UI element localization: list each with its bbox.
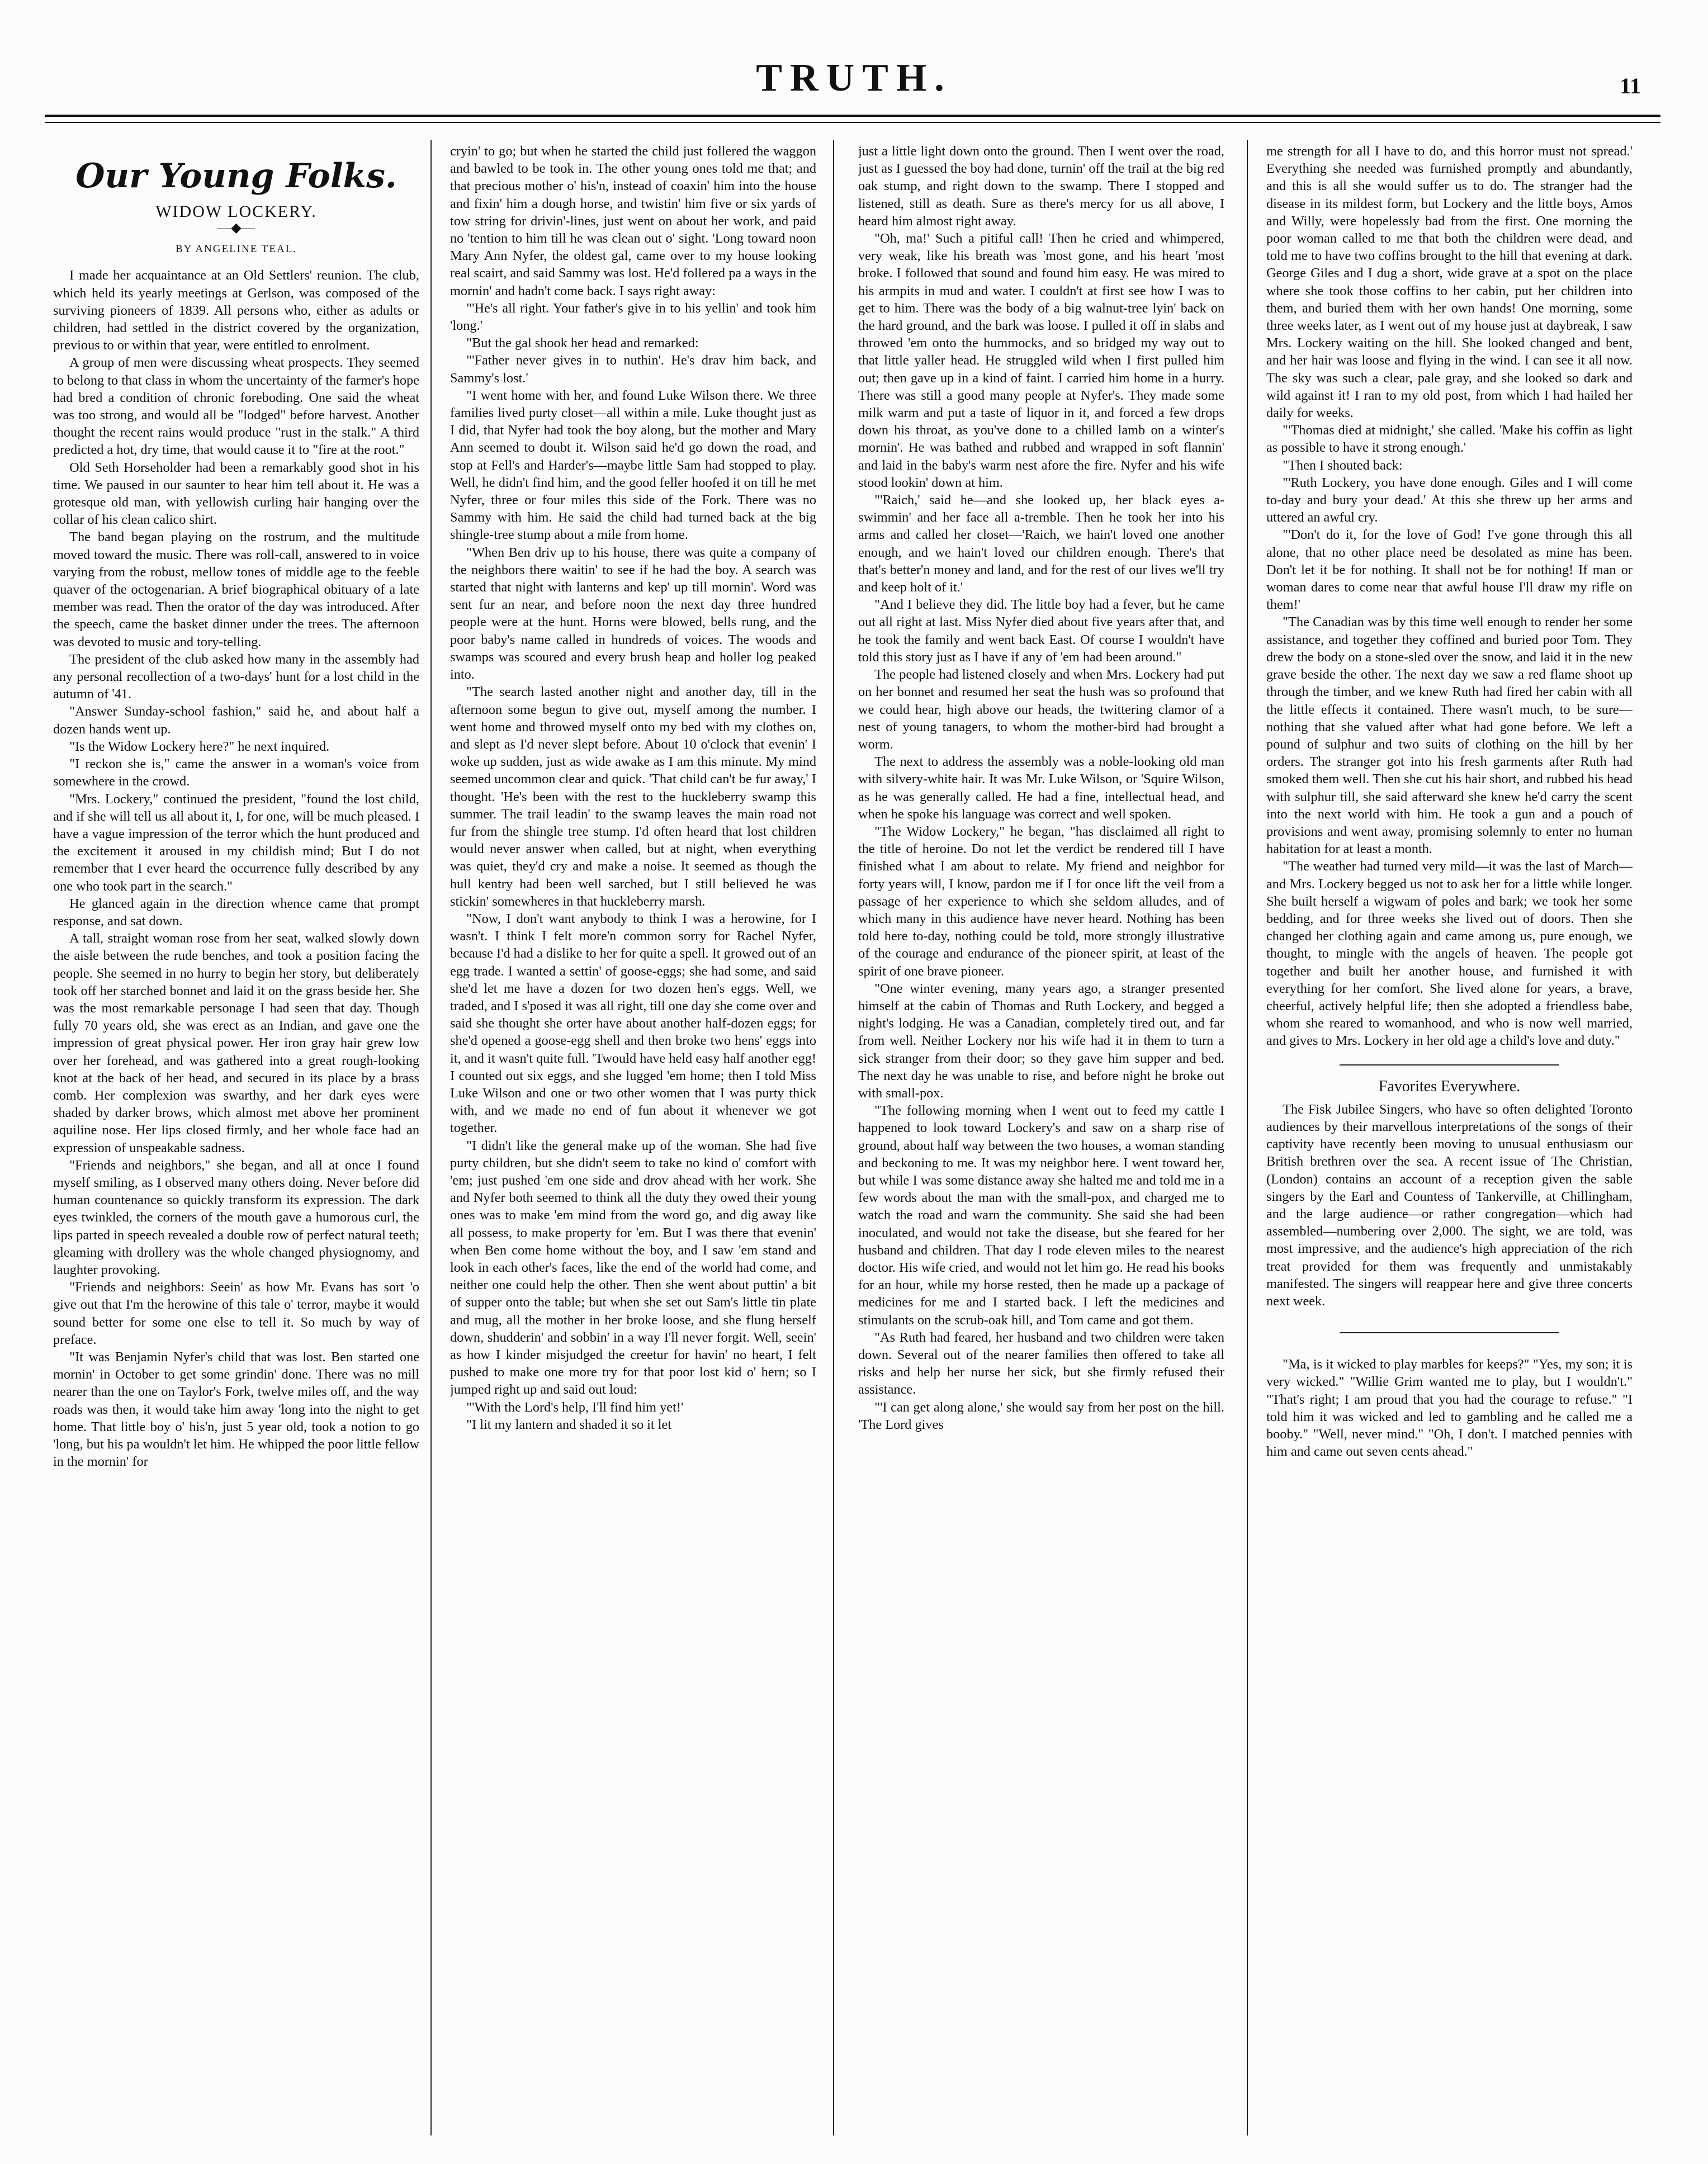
title-ornament: —◆— [217,221,255,236]
article-paragraph: "Friends and neighbors," she began, and all at once I found myself smiling, as I observed many others doing. Never before did human countenance so quickly transform its expression. The dark eyes twinkled, the corners of the mouth gave a humorous curl, the lips parted in speech revealed a double row of perfect natural teeth; gleaming with drollery was the whole changed physiognomy, and laughter provoking. [53,1157,419,1277]
marbles-anecdote: "Ma, is it wicked to play marbles for keeps?" "Yes, my son; it is very wicked." "Willie Grim wanted me to play, but I wouldn't." "That's right; I am proud that you had the courage to refuse." "I told him it was wicked and led to gambling and he called me a booby." "Well, never mind." "Oh, I don't. I matched pennies with him and came out seven cents ahead." [1266,1357,1633,1460]
masthead-title: TRUTH. [756,56,952,100]
article-paragraph: "'Thomas died at midnight,' she called. 'Make his coffin as light as possible to have it strong enough.' [1266,423,1633,456]
article-paragraph: "Mrs. Lockery," continued the president, "found the lost child, and if she will tell us all about it, I, for one, will be much pleased. I have a vague impression of the terror which the hunt produced and the excitement it aroused in my childish mind; But I do not remember that I ever heard the occurrence fully described by any one who took part in the search." [53,791,419,894]
masthead-rule-top [45,115,1660,117]
article-paragraph: "As Ruth had feared, her husband and two children were taken down. Several out of the nearer families then offered to take all risks and help her nurse her sick, but she firmly refused their assistance. [858,1329,1224,1398]
favorites-body: The Fisk Jubilee Singers, who have so often delighted Toronto audiences by their marvellous interpretations of the songs of their captivity have recently been moving to unusual enthusiasm our British brethren over the sea. A recent issue of The Christian, (London) contains an account of a reception given the sable singers by the Earl and Countess of Tankerville, at Chillingham, and the large audience—or rather congregation—which had assembled—numbering over 2,000. The sight, we are told, was most impressive, and the audience's high appreciation of the rich treat provided for them was frequently and unmistakably manifested. The singers will reappear here and give three concerts next week. [1266,1101,1633,1309]
article-paragraph: "Then I shouted back: [1283,457,1403,473]
article-paragraph: "Now, I don't want anybody to think I was a herowine, for I wasn't. I think I felt more'n common sorry for Rachel Nyfer, because I'd had a dislike to her for quite a spell. It growed out of an egg trade. I wanted a settin' of goose-eggs; she had some, and said she'd let me have a dozen for two dozen hen's eggs. Well, we traded, and I s'posed it was all right, till one day she come over and said she thought she orter have about another half-dozen eggs; for she'd opened a goose-egg shell and then broke two hens' eggs into it, and it wasn't quite full. 'Twould have held easy half another egg! I counted out six eggs, and she lugged 'em home; then I told Miss Luke Wilson and one or two other women that I was purty thick with, and we made no end of fun about it whenever we got together. [450,911,816,1136]
article-paragraph: "The Canadian was by this time well enough to render her some assistance, and together they coffined and buried poor Tom. They drew the body on a stone-sled over the snow, and laid it in the new grave beside the other. The next day we saw a red flame shoot up through the timber, and we knew Ruth had fired her cabin with all the little effects it contained. There wasn't much, to be sure—nothing that she valued after what had gone before. We left a pound of sulphur and two suits of clothing on the hill by her orders. The stranger got into his fresh garments after Ruth had smoked them well. Then she cut his hair short, and rubbed his head with sulphur till, she said afterward she knew he'd carry the scent into the next world with him. He took a gun and a pouch of provisions and went away, promising solemnly to enter no human habitation for at least a month. [1266,614,1633,857]
favorites-title: Favorites Everywhere. [1378,1077,1521,1095]
column-divider [833,140,834,2135]
article-paragraph: I made her acquaintance at an Old Settlers' reunion. The club, which held its yearly meetings at Gerlson, was composed of the surviving pioneers of 1839. All persons who, either as adults or children, had settled in the district covered by the organization, previous to or within that year, were entitled to enrolment. [53,268,419,353]
masthead-rule-bottom [45,122,1660,123]
article-paragraph: "'Ruth Lockery, you have done enough. Giles and I will come to-day and bury your dead.' At this she threw up her arms and uttered an awful cry. [1266,475,1633,525]
article-paragraph: "But the gal shook her head and remarked: [466,335,699,351]
article-paragraph: "I didn't like the general make up of the woman. She had five purty children, but she didn't seem to take no kind o' comfort with 'em; just pushed 'em one side and drov ahead with her work. She and Nyfer both seemed to think all the duty they owed their young ones was to make 'em mind from the word go, and dig away like all possess, to make property for 'em. But I was there that evenin' when Ben come home without the boy, and I saw 'em stand and look in each other's faces, like the end of the world had come, and neither one could help the other. Then she went about puttin' a bit of supper onto the table; but when she set out Sam's little tin plate and mug, all the mother in her broke loose, and she flung herself down, shudderin' and sobbin' in a way I'll never forgit. Well, seein' as how I kinder misjudged the creetur for havin' no heart, I felt pushed to make one more try for that poor lost kid o' hern; so I jumped right up and said out loud: [450,1138,816,1398]
article-paragraph: Old Seth Horseholder had been a remarkably good shot in his time. We paused in our saunter to hear him tell about it. He was a grotesque old man, with yellowish curling hair hanging over the collar of his clean calico shirt. [53,460,419,528]
article-paragraph: "'Don't do it, for the love of God! I've gone through this all alone, that no other place need be desolated as mine has been. Don't let it be for nothing. It shall not be for nothing! If man or woman dares to come near that awful house I'll draw my rifle on them!' [1266,527,1633,613]
article-paragraph: "When Ben driv up to his house, there was quite a company of the neighbors there waitin' to see if he had the boy. A search was started that night with lanterns and kep' up till mornin'. Word was sent fur an near, and before noon the next day three hundred people were at the hunt. Horns were blowed, bells rung, and the poor baby's name called in hundreds of voices. The woods and swamps was scoured and every brush heap and holler log peaked into. [450,544,816,683]
article-paragraph: "The search lasted another night and another day, till in the afternoon some begun to give out, myself among the number. I went home and throwed myself onto my bed with my clothes on, and slept as I'd never slept before. About 10 o'clock that evenin' I woke up sudden, just as wide awake as I am this minute. My mind seemed uncommon clear and quick. 'That child can't be fur away,' I thought. 'He's been with the rest to the huckleberry swamp this summer. The trail leadin' to the swamp leaves the main road not fur from the shingle tree stump. I'd often heard that lost children would never answer when called, but at night, when everything was quiet, they'd cry and make a noise. It seemed as though the hull kentry had been well sarched, but I still believed he was stickin' somewheres in that huckleberry marsh. [450,684,816,909]
column-4 [1266,143,1633,2133]
article-paragraph: "'He's all right. Your father's give in to his yellin' and took him 'long.' [450,300,816,334]
article-paragraph: The president of the club asked how many in the assembly had any personal recollection of a two-days' hunt for a lost child in the autumn of '41. [53,651,419,702]
article-paragraph: "Answer Sunday-school fashion," said he, and about half a dozen hands went up. [53,704,419,737]
article-body-column-1 [53,267,419,1470]
column-3 [858,143,1224,2133]
article-paragraph: "'With the Lord's help, I'll find him yet!' [466,1399,684,1415]
article-paragraph: A group of men were discussing wheat prospects. They seemed to belong to that class in whom the uncertainty of the farmer's hope had bred a condition of chronic foreboding. One said the wheat was too strong, and would all be "lodged" before harvest. Another thought the recent rains would produce "rust in the stalk." A third predicted a hot, dry time, that would cause it to "fire at the root." [53,355,419,458]
article-paragraph: The band began playing on the rostrum, and the multitude moved toward the music. There was roll-call, answered to in voice varying from the robust, mellow tones of middle age to the feeble quaver of the octogenarian. A brief biographical obituary of a late member was read. Then the orator of the day was introduced. After the speech, came the basket dinner under the trees. The afternoon was devoted to music and tory-telling. [53,529,419,650]
column-divider [430,140,432,2135]
article-paragraph: just a little light down onto the ground. Then I went over the road, just as I guessed the boy had done, turnin' off the trail at the big red oak stump, and right down to the swamp. There I stopped and listened, still as death. Sure as there's mercy for us all above, I heard him almost right away. [858,144,1224,229]
article-paragraph: cryin' to go; but when he started the child just follered the waggon and bawled to be took in. The other young ones told me that; and that precious mother o' his'n, instead of coaxin' him into the house and fixin' him a dough horse, and twistin' him five or six yards of tow string for drivin'-lines, just went on about her work, and paid no 'tention to him till he was clean out o' sight. 'Long toward noon Mary Ann Nyfer, the oldest gal, came over to my house looking real scairt, and said Sammy was lost. He'd follered pa a ways in the mornin' and hadn't come back. I says right away: [450,144,816,299]
article-byline: BY ANGELINE TEAL. [175,243,297,255]
article-paragraph: "One winter evening, many years ago, a stranger presented himself at the cabin of Thomas and Ruth Lockery, and begged a night's lodging. He was a Canadian, completely tired out, and far from well. Neither Lockery nor his wife had it in them to turn a sick stranger from their door; so they gave him supper and bed. The next day he was unable to rise, and before night he broke out with small-pox. [858,981,1224,1101]
article-paragraph: "It was Benjamin Nyfer's child that was lost. Ben started one mornin' in October to get some grindin' done. There was no mill nearer than the one on Taylor's Fork, twelve miles off, and the way roads was then, it would take him away 'long into the night to get home. That little boy o' his'n, just 5 year old, took a notion to go 'long, but his pa wouldn't let him. He whipped the poor little fellow in the mornin' for [53,1349,419,1470]
article-paragraph: "I reckon she is," came the answer in a woman's voice from somewhere in the crowd. [53,756,419,789]
article-paragraph: "I went home with her, and found Luke Wilson there. We three families lived purty closet—all within a mile. Luke thought just as I did, that Nyfer had took the boy along, but the mother and Mary Ann seemed to doubt it. Wilson said he'd go down the road, and stop at Fell's and Harder's—maybe little Sam had stopped to play. Well, he didn't find him, and the good feller hoofed it on till he met Nyfer, three or four miles this side of the Fork. There was no Sammy with him. He said the child had turned back at the big shingle-tree stump about a mile from home. [450,387,816,543]
article-paragraph: "The following morning when I went out to feed my cattle I happened to look toward Lockery's and saw on a sharp rise of ground, about half way between the two houses, a woman standing and beckoning to me. It was my neighbor here. I went toward her, but while I was some distance away she halted me and told me in a few words about the man with the small-pox, and charged me to watch the road and warn the community. She said she had been inoculated, and would not take the disease, but she feared for her husband and children. That day I rode eleven miles to the nearest doctor. His wife cried, and would not let him go. He read his books for an hour, while my horse rested, then he made up a package of medicines for me and I started back. I left the medicines and stimulants on the scrub-oak hill, and Tom came and got them. [858,1103,1224,1328]
article-title: WIDOW LOCKERY. [155,202,317,221]
article-body-column-3 [858,143,1224,1433]
article-paragraph: "'I can get along alone,' she would say from her post on the hill. 'The Lord gives [858,1399,1224,1432]
article-paragraph: "Is the Widow Lockery here?" he next inquired. [69,738,330,754]
article-paragraph: "Oh, ma!' Such a pitiful call! Then he cried and whimpered, very weak, like his breath was 'most gone, and his heart 'most broke. I followed that sound and found him easy. He was mired to his armpits in mud and water. I couldn't at first see how I was to get to him. There was the body of a big walnut-tree lyin' back on the hard ground, and the bark was loose. I pulled it off in slabs and throwed 'em onto the hummocks, and so bridged my way out to that little yaller head. He struggled wild when I first pulled him out; then gave up in a kind of faint. I carried him home in a hurry. There was still a good many people at Nyfer's. They made some milk warm and put a taste of liquor in it, and forced a few drops down his throat, as you've done to a chilled lamb on a winter's mornin'. He was bathed and rubbed and wrapped in soft flannin' and laid in the baby's warm nest afore the fire. Nyfer and his wife stood lookin' down at him. [858,231,1224,490]
article-body-column-4 [1266,143,1633,1050]
article-paragraph: "Friends and neighbors: Seein' as how Mr. Evans has sort 'o give out that I'm the herowine of this tale o' terror, maybe it would sound better for some one else to tell it. So much by way of preface. [53,1280,419,1347]
article-paragraph: A tall, straight woman rose from her seat, walked slowly down the aisle between the rude benches, and took a position facing the people. She seemed in no hurry to begin her story, but deliberately took off her starched bonnet and laid it on the grass beside her. She was the most remarkable personage I had seen that day. Though fully 70 years old, she was erect as an Indian, and gave one the impression of great physical power. Her iron gray hair grew low over her forehead, and was gathered into a great rough-looking knot at the back of her head, and secured in its place by a brass comb. Her complexion was swarthy, and her dark eyes were shaded by darker brows, which almost met above her prominent aquiline nose. Her lips closed firmly, and her whole face had an expression of unspeakable sadness. [53,931,419,1156]
page-number: 11 [1620,73,1641,98]
article-paragraph: me strength for all I have to do, and this horror must not spread.' Everything she needed was furnished promptly and abundantly, and this is all she would suffer us to do. The stranger had the disease in its mildest form, but Lockery and the little boys, Amos and Willy, were hopelessly bad from the first. One morning the poor woman called to me that both the children were dead, and told me to have two coffins brought to the hill that evening at dark. George Giles and I dug a short, wide grave at a spot on the place where she took those coffins to her cabin, put her children into them, and buried them with her own hands! One morning, some three weeks later, as I went out of my house just at daybreak, I saw Mrs. Lockery waiting on the hill. She looked changed and bent, and her hair was loose and flying in the wind. I can see it all now. The sky was such a clear, pale gray, and she looked so dark and wild against it! I ran to my old post, from which I had hailed her daily for weeks. [1266,144,1633,421]
section-separator [1340,1064,1559,1066]
article-paragraph: "I lit my lantern and shaded it so it let [466,1417,672,1432]
article-body-column-2 [450,143,816,1433]
article-paragraph: "And I believe they did. The little boy had a fever, but he came out all right at last. Miss Nyfer died about five years after that, and he took the family and went back East. Of course I wouldn't have told this story just as I have if any of 'em had been around." [858,597,1224,665]
section-separator [1340,1332,1559,1333]
column-divider [1247,140,1248,2135]
article-paragraph: The next to address the assembly was a noble-looking old man with silvery-white hair. It was Mr. Luke Wilson, or 'Squire Wilson, as he was generally called. He had a fine, intellectual head, and when he spoke his language was correct and well spoken. [858,754,1224,822]
article-paragraph: He glanced again in the direction whence came that prompt response, and sat down. [53,896,419,929]
article-paragraph: "'Raich,' said he—and she looked up, her black eyes a-swimmin' and her face all a-tremble. Then he took her into his arms and called her closet—'Raich, we hain't loved one another enough, and we hain't loved our children enough. There's that that's better'n money and land, and for the rest of our lives we'll try and keep holt of it.' [858,493,1224,595]
article-paragraph: The people had listened closely and when Mrs. Lockery had put on her bonnet and resumed her seat the hush was so profound that we could hear, high above our heads, the twittering clamor of a nest of young tanagers, to whom the mother-bird had brought a worm. [858,667,1224,752]
column-2 [450,143,816,2133]
article-paragraph: "The Widow Lockery," he began, "has disclaimed all right to the title of heroine. Do not let the verdict be rendered till I have finished what I am about to relate. My friend and neighbor for forty years will, I know, pardon me if I for once lift the veil from a passage of her experience to which she seldom alludes, and of which many in this audience have never heard. Nothing has been told here to-day, nothing could be told, more strongly illustrative of the courage and endurance of the pioneer spirit, at least of the spirit of one brave pioneer. [858,823,1224,979]
article-paragraph: "The weather had turned very mild—it was the last of March—and Mrs. Lockery begged us not to ask her for a little while longer. She built herself a wigwam of poles and bark; we took her some bedding, and for three weeks she lived out of doors. Then she changed her clothing again and came among us, pure enough, we thought, to mingle with the angels of heaven. The people got together and built her another house, and furnished it with everything for her comfort. She lived alone for years, a brave, cheerful, actively helpful life; then she adopted a friendless babe, whom she reared to womanhood, and who is now well married, and gives to Mrs. Lockery in her old age a child's love and duty." [1266,859,1633,1049]
column-1 [53,143,419,2133]
section-title: Our Young Folks. [75,157,397,196]
article-paragraph: "'Father never gives in to nuthin'. He's drav him back, and Sammy's lost.' [450,353,816,386]
